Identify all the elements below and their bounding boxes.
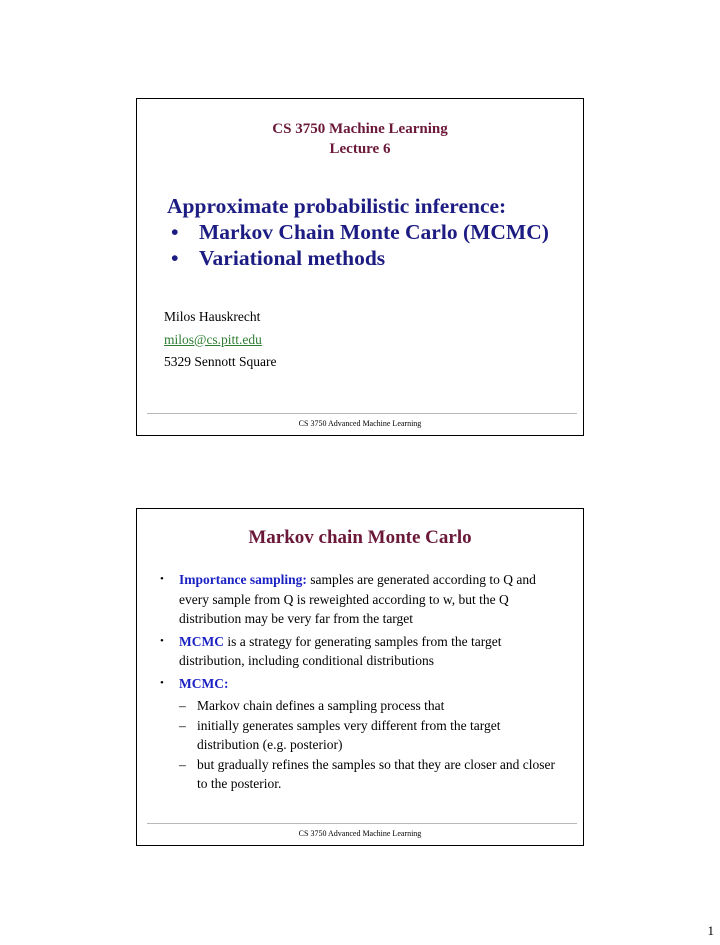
bullet-icon: • — [160, 573, 164, 585]
sub-list-item-text: but gradually refines the samples so that they are closer and closer to the posterior. — [197, 756, 556, 791]
keyword: Importance sampling: — [179, 572, 307, 587]
title-bullet-text: Variational methods — [199, 246, 386, 270]
dash-icon: – — [179, 756, 186, 772]
bullet-icon: • — [171, 220, 179, 244]
title-bullet — [167, 219, 573, 245]
footer-divider — [147, 823, 577, 824]
sub-list-item-text: Markov chain defines a sampling process that — [197, 698, 445, 713]
author-name: Milos Hauskrecht — [164, 309, 261, 324]
list-item — [157, 632, 565, 671]
bullet-icon: • — [171, 246, 179, 270]
course-name: CS 3750 Machine Learning — [272, 121, 448, 137]
slide-2 — [136, 508, 584, 846]
author-block — [164, 306, 277, 374]
slide-footer: CS 3750 Advanced Machine Learning — [298, 419, 422, 428]
lecture-number: Lecture 6 — [329, 141, 391, 157]
list-item — [157, 570, 565, 629]
keyword: MCMC — [179, 633, 224, 649]
author-email-link[interactable]: milos@cs.pitt.edu — [164, 331, 262, 347]
bullet-icon: • — [160, 634, 164, 647]
sub-list-item — [157, 696, 565, 716]
slide-title: Markov chain Monte Carlo — [248, 527, 472, 548]
bullet-icon: • — [160, 676, 164, 689]
sub-list-item-text: initially generates samples very different from the target distribution (e.g. posterior) — [197, 717, 501, 752]
lecture-title — [167, 193, 573, 271]
footer-divider — [147, 413, 577, 414]
author-office: 5329 Sennott Square — [164, 354, 277, 369]
page-number: 1 — [707, 923, 714, 938]
slide-body — [157, 570, 565, 794]
title-bullet — [167, 245, 573, 271]
title-bullet-text: Markov Chain Monte Carlo (MCMC) — [199, 220, 549, 244]
lecture-title-text: Approximate probabilistic inference: — [167, 194, 507, 218]
sub-list-item — [157, 716, 565, 755]
list-item-text: is a strategy for generating samples from the target distribution, including conditional distributions — [179, 633, 502, 668]
sub-list-item — [157, 755, 565, 794]
list-item-text: samples are generated according to Q and every sample from Q is reweighted according to w, but the Q distribution may be very far from the target — [179, 572, 536, 626]
slide-footer: CS 3750 Advanced Machine Learning — [298, 829, 422, 838]
dash-icon: – — [179, 698, 186, 713]
course-title — [137, 119, 583, 159]
list-item — [157, 674, 565, 694]
keyword: MCMC: — [179, 675, 229, 691]
slide-1 — [136, 98, 584, 436]
dash-icon: – — [179, 717, 186, 733]
